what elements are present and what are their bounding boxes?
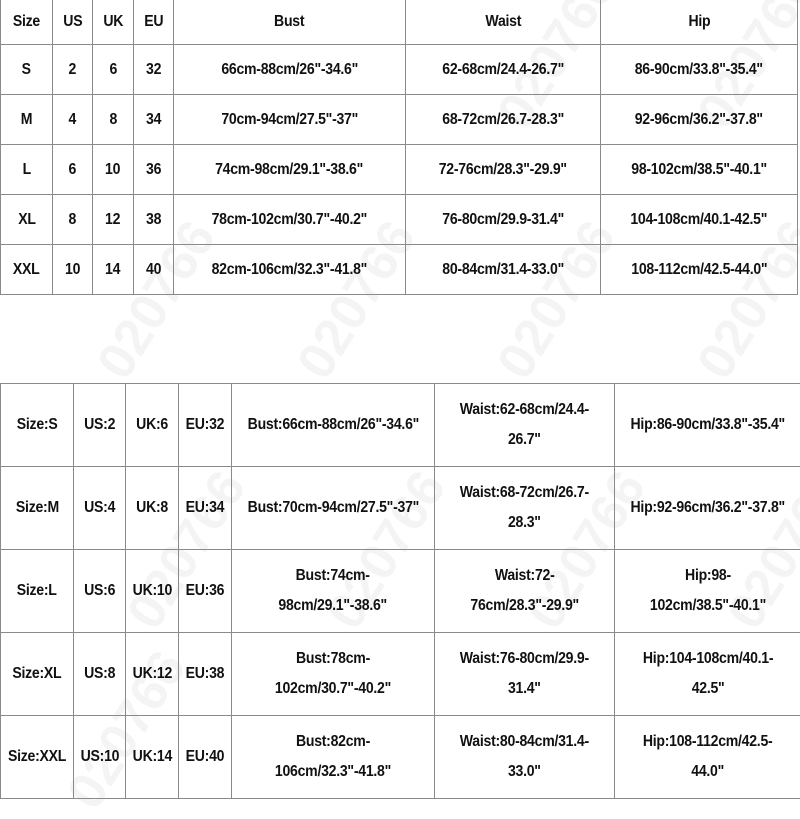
cell-bust: 74cm-98cm/29.1"-38.6"	[174, 145, 406, 195]
table-row	[1, 716, 800, 799]
header-size: Size	[1, 0, 53, 45]
cell-waist: Waist:72- 76cm/28.3"-29.9"	[435, 550, 615, 633]
cell-hip: Hip:86-90cm/33.8"-35.4"	[615, 384, 800, 467]
table-row	[1, 467, 800, 550]
cell-bust: Bust:74cm- 98cm/29.1"-38.6"	[232, 550, 435, 633]
cell-eu: 38	[134, 195, 174, 245]
cell-hip: 98-102cm/38.5"-40.1"	[601, 145, 798, 195]
header-bust: Bust	[174, 0, 406, 45]
cell-hip: Hip:92-96cm/36.2"-37.8"	[615, 467, 800, 550]
cell-uk: 8	[93, 95, 134, 145]
cell-eu: EU:38	[179, 633, 232, 716]
cell-waist: 68-72cm/26.7-28.3"	[406, 95, 601, 145]
cell-waist: 76-80cm/29.9-31.4"	[406, 195, 601, 245]
cell-uk: 14	[93, 245, 134, 295]
cell-bust: Bust:78cm- 102cm/30.7"-40.2"	[232, 633, 435, 716]
cell-bust: 66cm-88cm/26"-34.6"	[174, 45, 406, 95]
table-header-row	[1, 0, 798, 45]
cell-size: Size:M	[1, 467, 74, 550]
cell-eu: 36	[134, 145, 174, 195]
cell-hip: Hip:108-112cm/42.5- 44.0"	[615, 716, 800, 799]
cell-eu: EU:32	[179, 384, 232, 467]
cell-us: 2	[53, 45, 93, 95]
cell-hip: 108-112cm/42.5-44.0"	[601, 245, 798, 295]
cell-bust: Bust:82cm- 106cm/32.3"-41.8"	[232, 716, 435, 799]
cell-size: L	[1, 145, 53, 195]
cell-hip: 86-90cm/33.8"-35.4"	[601, 45, 798, 95]
table-row	[1, 195, 798, 245]
cell-waist: Waist:62-68cm/24.4- 26.7"	[435, 384, 615, 467]
cell-size: S	[1, 45, 53, 95]
cell-uk: UK:12	[126, 633, 179, 716]
cell-bust: 78cm-102cm/30.7"-40.2"	[174, 195, 406, 245]
cell-us: US:4	[74, 467, 126, 550]
cell-size: XXL	[1, 245, 53, 295]
cell-hip: 104-108cm/40.1-42.5"	[601, 195, 798, 245]
size-chart-table	[0, 0, 798, 295]
table-row	[1, 245, 798, 295]
cell-eu: EU:40	[179, 716, 232, 799]
table-row	[1, 145, 798, 195]
cell-waist: 80-84cm/31.4-33.0"	[406, 245, 601, 295]
cell-uk: UK:14	[126, 716, 179, 799]
header-waist: Waist	[406, 0, 601, 45]
cell-bust: 82cm-106cm/32.3"-41.8"	[174, 245, 406, 295]
cell-us: US:10	[74, 716, 126, 799]
cell-us: US:2	[74, 384, 126, 467]
cell-hip: Hip:104-108cm/40.1- 42.5"	[615, 633, 800, 716]
table-row	[1, 45, 798, 95]
cell-waist: Waist:68-72cm/26.7- 28.3"	[435, 467, 615, 550]
cell-us: 6	[53, 145, 93, 195]
cell-size: M	[1, 95, 53, 145]
header-us: US	[53, 0, 93, 45]
cell-uk: 6	[93, 45, 134, 95]
table-row	[1, 384, 800, 467]
cell-waist: 62-68cm/24.4-26.7"	[406, 45, 601, 95]
cell-size: Size:L	[1, 550, 74, 633]
cell-us: 8	[53, 195, 93, 245]
cell-us: 4	[53, 95, 93, 145]
cell-uk: 10	[93, 145, 134, 195]
cell-size: Size:XXL	[1, 716, 74, 799]
cell-eu: EU:36	[179, 550, 232, 633]
cell-us: US:6	[74, 550, 126, 633]
table-row	[1, 633, 800, 716]
cell-eu: 34	[134, 95, 174, 145]
cell-eu: EU:34	[179, 467, 232, 550]
cell-size: Size:S	[1, 384, 74, 467]
cell-eu: 40	[134, 245, 174, 295]
header-uk: UK	[93, 0, 134, 45]
cell-size: Size:XL	[1, 633, 74, 716]
cell-size: XL	[1, 195, 53, 245]
cell-us: 10	[53, 245, 93, 295]
cell-eu: 32	[134, 45, 174, 95]
cell-waist: Waist:76-80cm/29.9- 31.4"	[435, 633, 615, 716]
cell-bust: 70cm-94cm/27.5"-37"	[174, 95, 406, 145]
cell-bust: Bust:66cm-88cm/26"-34.6"	[232, 384, 435, 467]
cell-waist: Waist:80-84cm/31.4- 33.0"	[435, 716, 615, 799]
table-row	[1, 550, 800, 633]
cell-hip: 92-96cm/36.2"-37.8"	[601, 95, 798, 145]
cell-waist: 72-76cm/28.3"-29.9"	[406, 145, 601, 195]
table-row	[1, 95, 798, 145]
cell-uk: UK:8	[126, 467, 179, 550]
cell-bust: Bust:70cm-94cm/27.5"-37"	[232, 467, 435, 550]
header-hip: Hip	[601, 0, 798, 45]
cell-us: US:8	[74, 633, 126, 716]
cell-uk: UK:10	[126, 550, 179, 633]
cell-hip: Hip:98- 102cm/38.5"-40.1"	[615, 550, 800, 633]
cell-uk: 12	[93, 195, 134, 245]
labeled-size-chart-table	[0, 383, 800, 799]
header-eu: EU	[134, 0, 174, 45]
cell-uk: UK:6	[126, 384, 179, 467]
